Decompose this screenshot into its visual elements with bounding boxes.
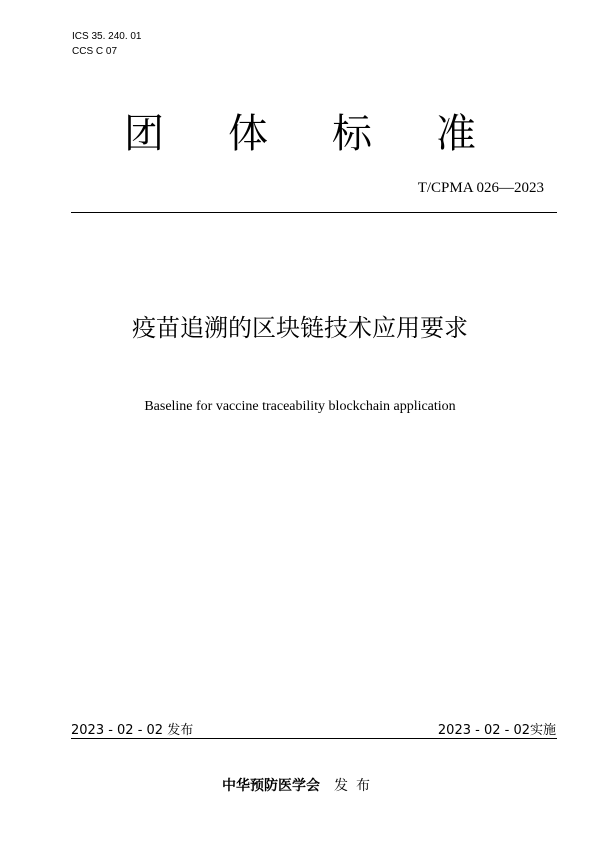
top-divider xyxy=(71,212,557,213)
publisher-organization: 中华预防医学会 xyxy=(222,778,320,794)
document-title-english: Baseline for vaccine traceability blockchain application xyxy=(144,399,456,414)
implementation-date: 2023 - 02 - 02实施 xyxy=(437,723,556,738)
bottom-divider xyxy=(71,738,557,739)
standard-number: T/CPMA 026—2023 xyxy=(417,180,544,196)
document-title-chinese: 疫苗追溯的区块链技术应用要求 xyxy=(132,314,468,342)
ccs-code: CCS C 07 xyxy=(72,46,118,57)
ics-code: ICS 35. 240. 01 xyxy=(72,31,142,42)
issue-date: 2023 - 02 - 02 发布 xyxy=(71,723,194,738)
publisher-line xyxy=(0,775,600,795)
document-type-heading: 团体标准 xyxy=(124,111,540,157)
publish-action: 发布 xyxy=(334,778,378,794)
